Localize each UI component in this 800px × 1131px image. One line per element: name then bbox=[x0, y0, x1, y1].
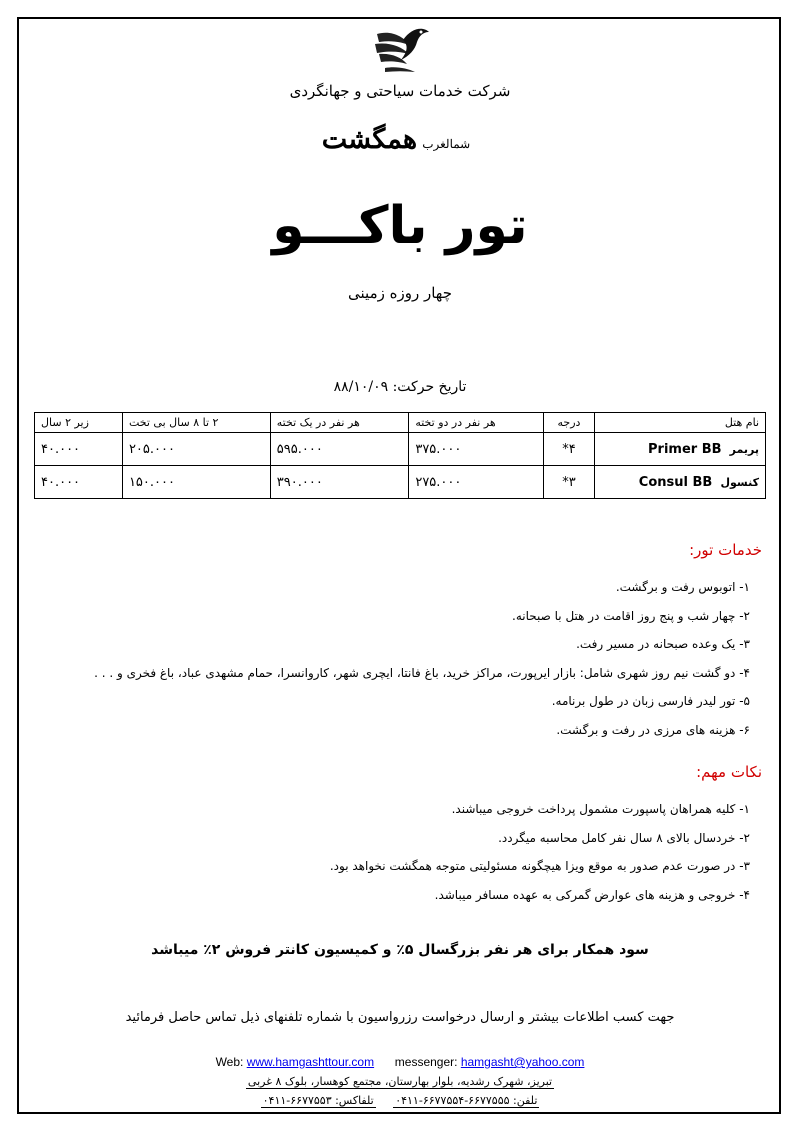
notes-heading: نکات مهم: bbox=[696, 763, 762, 781]
table-row bbox=[35, 433, 766, 466]
list-item: ۱- کلیه همراهان پاسپورت مشمول پرداخت خروجی میباشند. bbox=[451, 802, 750, 816]
list-item: ۳- یک وعده صبحانه در مسیر رفت. bbox=[576, 637, 750, 652]
hotel-name-en: Primer BB bbox=[648, 441, 722, 457]
phone-line bbox=[0, 1094, 800, 1108]
important-notes-section bbox=[32, 763, 762, 909]
grade-cell: ۴* bbox=[544, 433, 595, 466]
brand bbox=[0, 124, 800, 155]
hotel-name-fa: پریمر bbox=[729, 442, 759, 456]
tour-services-section bbox=[32, 541, 762, 745]
notes-list bbox=[32, 795, 762, 909]
table-header-row bbox=[35, 413, 766, 433]
list-item: ۲- خردسال بالای ۸ سال نفر کامل محاسبه میگردد. bbox=[498, 830, 750, 845]
brand-main: همگشت bbox=[321, 124, 418, 155]
hotel-cell bbox=[595, 433, 766, 466]
single-price-cell: ۳۹۰.۰۰۰ bbox=[270, 466, 409, 499]
table-row bbox=[35, 466, 766, 499]
footer-web bbox=[0, 1055, 800, 1069]
website-link[interactable]: www.hamgashttour.com bbox=[246, 1055, 375, 1069]
double-price-cell: ۲۷۵.۰۰۰ bbox=[409, 466, 544, 499]
address bbox=[0, 1075, 800, 1089]
fax-text: تلفاکس: ۶۶۷۷۵۵۳-۰۴۱۱ bbox=[262, 1094, 374, 1107]
list-item: ۱- اتوبوس رفت و برگشت. bbox=[615, 580, 750, 594]
list-item: ۴- خروجی و هزینه های عوارض گمرکی به عهده مسافر میباشد. bbox=[434, 887, 750, 902]
list-item: ۴- دو گشت نیم روز شهری شامل: بازار ایرپورت، مراکز خرید، باغ فانتا، ایچری شهر، کاروانسرا، حمام مشهدی عباد، باغ فخری و . . . bbox=[94, 665, 750, 680]
phone-text: تلفن: ۶۶۷۷۵۵۵-۶۶۷۷۵۵۴-۰۴۱۱ bbox=[395, 1094, 538, 1107]
infant-price-cell: ۴۰.۰۰۰ bbox=[35, 466, 123, 499]
infant-price-cell: ۴۰.۰۰۰ bbox=[35, 433, 123, 466]
commission-note: سود همکار برای هر نفر بزرگسال ۵٪ و کمیسیون کانتر فروش ۲٪ میباشد bbox=[151, 942, 649, 958]
services-list bbox=[32, 573, 762, 745]
header-single: هر نفر در یک تخته bbox=[270, 413, 409, 433]
header-infant: زیر ۲ سال bbox=[35, 413, 123, 433]
departure-date: تاریخ حرکت: ۸۸/۱۰/۰۹ bbox=[333, 379, 467, 395]
messenger-label: messenger: bbox=[394, 1055, 458, 1069]
bird-logo-icon bbox=[367, 20, 433, 76]
child-price-cell: ۱۵۰.۰۰۰ bbox=[122, 466, 270, 499]
header-hotel: نام هتل bbox=[595, 413, 766, 433]
brand-sub: شمالغرب bbox=[422, 137, 471, 151]
grade-cell: ۳* bbox=[544, 466, 595, 499]
child-price-cell: ۲۰۵.۰۰۰ bbox=[122, 433, 270, 466]
header-double: هر نفر در دو تخته bbox=[409, 413, 544, 433]
address-text: تبریز، شهرک رشدیه، بلوار بهارستان، مجتمع کوهسار، بلوک ۸ غربی bbox=[247, 1075, 553, 1088]
header-child: ۲ تا ۸ سال بی تخت bbox=[122, 413, 270, 433]
hotel-name-en: Consul BB bbox=[638, 474, 713, 490]
page-subtitle: چهار روزه زمینی bbox=[348, 284, 452, 302]
contact-note: جهت کسب اطلاعات بیشتر و ارسال درخواست رزرواسیون با شماره تلفنهای ذیل تماس حاصل فرمائید bbox=[125, 1010, 675, 1025]
single-price-cell: ۵۹۵.۰۰۰ bbox=[270, 433, 409, 466]
messenger-link[interactable]: hamgasht@yahoo.com bbox=[460, 1055, 585, 1069]
list-item: ۲- چهار شب و پنج روز اقامت در هتل با صبحانه. bbox=[512, 608, 750, 623]
list-item: ۳- در صورت عدم صدور به موقع ویزا هیچگونه مسئولیتی متوجه همگشت نخواهد بود. bbox=[329, 859, 750, 874]
header-grade: درجه bbox=[544, 413, 595, 433]
list-item: ۶- هزینه های مرزی در رفت و برگشت. bbox=[556, 722, 750, 737]
hotel-cell bbox=[595, 466, 766, 499]
services-heading: خدمات تور: bbox=[689, 541, 762, 559]
double-price-cell: ۳۷۵.۰۰۰ bbox=[409, 433, 544, 466]
price-table bbox=[34, 412, 766, 499]
company-name: شرکت خدمات سیاحتی و جهانگردی bbox=[289, 82, 511, 100]
list-item: ۵- تور لیدر فارسی زبان در طول برنامه. bbox=[551, 694, 750, 709]
page-title: تور باکـــو bbox=[272, 196, 528, 256]
hotel-name-fa: کنسول bbox=[720, 475, 759, 489]
web-label: Web: bbox=[215, 1055, 244, 1069]
